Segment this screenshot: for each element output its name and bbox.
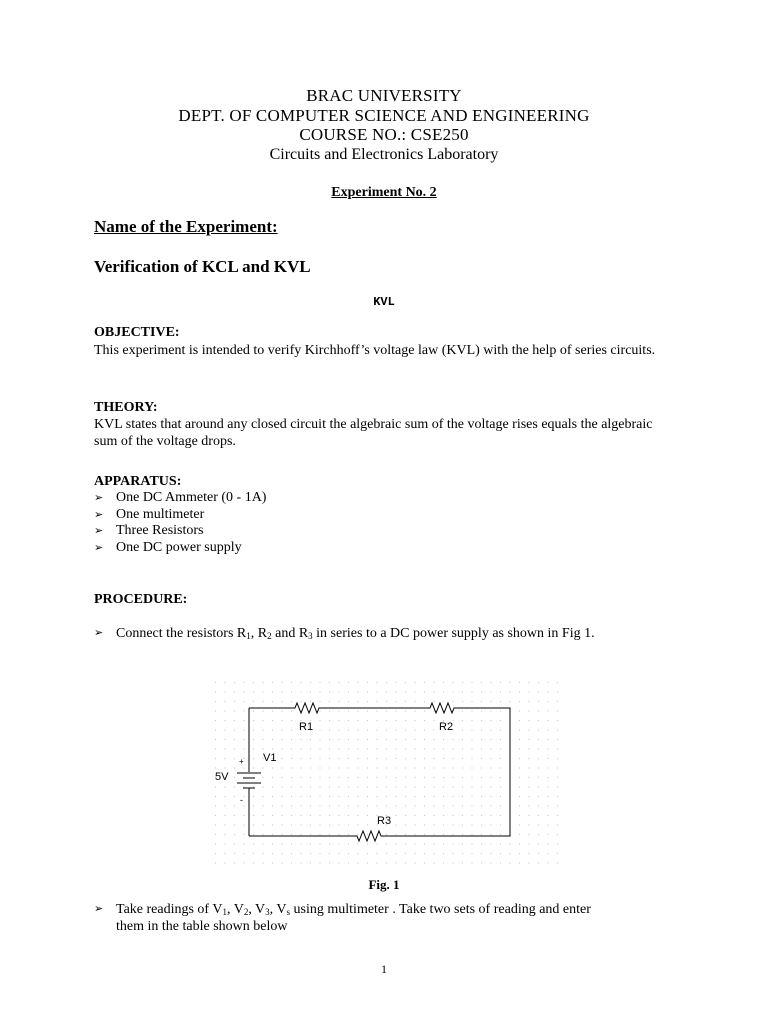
procedure-step-1-text: Connect the resistors $R_1$, $R_2$ and $R_3$ in series to a DC power supply as shown in Fig 1. (116, 626, 595, 641)
objective-text: This experiment is intended to verify Kirchhoff’s voltage law (KVL) with the help of series circuits. (94, 343, 656, 358)
apparatus-item: One DC Ammeter (0 - 1A) (116, 490, 267, 505)
theory-heading: THEORY: (94, 400, 158, 415)
source-voltage-label: 5V (215, 771, 229, 783)
plus-terminal-label: + (239, 757, 244, 766)
arrowhead-bullet-icon: ➢ (94, 492, 104, 504)
procedure-step-1 (94, 625, 694, 642)
r1-label: R1 (299, 721, 314, 733)
arrowhead-bullet-icon: ➢ (94, 903, 104, 915)
arrowhead-bullet-icon: ➢ (94, 541, 104, 554)
theory-text: KVL states that around any closed circuit the algebraic sum of the voltage rises equals the algebraic sum of the voltage drops. (94, 417, 653, 449)
arrowhead-bullet-icon: ➢ (94, 508, 104, 521)
list-item (94, 490, 266, 507)
apparatus-item: Three Resistors (116, 523, 204, 538)
minus-terminal-label: - (240, 795, 243, 805)
v1-label: V1 (263, 752, 277, 764)
list-item (94, 507, 266, 524)
lab-name: Circuits and Electronics Laboratory (269, 146, 499, 163)
circuit-diagram (205, 672, 565, 872)
experiment-title: Verification of KCL and KVL (94, 257, 311, 276)
university-name: BRAC UNIVERSITY (306, 86, 462, 105)
department-name: DEPT. OF COMPUTER SCIENCE AND ENGINEERING (178, 106, 590, 125)
r3-label: R3 (377, 815, 392, 827)
arrowhead-bullet-icon: ➢ (94, 525, 104, 537)
procedure-heading: PROCEDURE: (94, 592, 188, 607)
apparatus-heading: APPARATUS: (94, 474, 182, 489)
arrowhead-bullet-icon: ➢ (94, 627, 104, 639)
course-number: COURSE NO.: CSE250 (299, 125, 469, 144)
page-number: 1 (381, 962, 387, 976)
apparatus-item: One DC power supply (116, 539, 242, 555)
procedure-step-2-text: Take readings of $V_1$, $V_2$, $V_3$, $V_s$ using multimeter . Take two sets of reading and enter them in the table shown below (116, 902, 591, 934)
apparatus-item: One multimeter (116, 506, 205, 522)
kvl-subtitle: KVL (373, 295, 395, 309)
r2-label: R2 (439, 721, 454, 733)
experiment-number: Experiment No. 2 (331, 185, 437, 200)
grid-background (213, 676, 558, 868)
procedure-step-2 (94, 901, 694, 935)
apparatus-list (94, 490, 266, 556)
objective-heading: OBJECTIVE: (94, 325, 180, 340)
experiment-name-heading: Name of the Experiment: (94, 217, 278, 236)
figure-caption: Fig. 1 (368, 877, 400, 892)
list-item (94, 540, 266, 557)
list-item (94, 523, 266, 540)
